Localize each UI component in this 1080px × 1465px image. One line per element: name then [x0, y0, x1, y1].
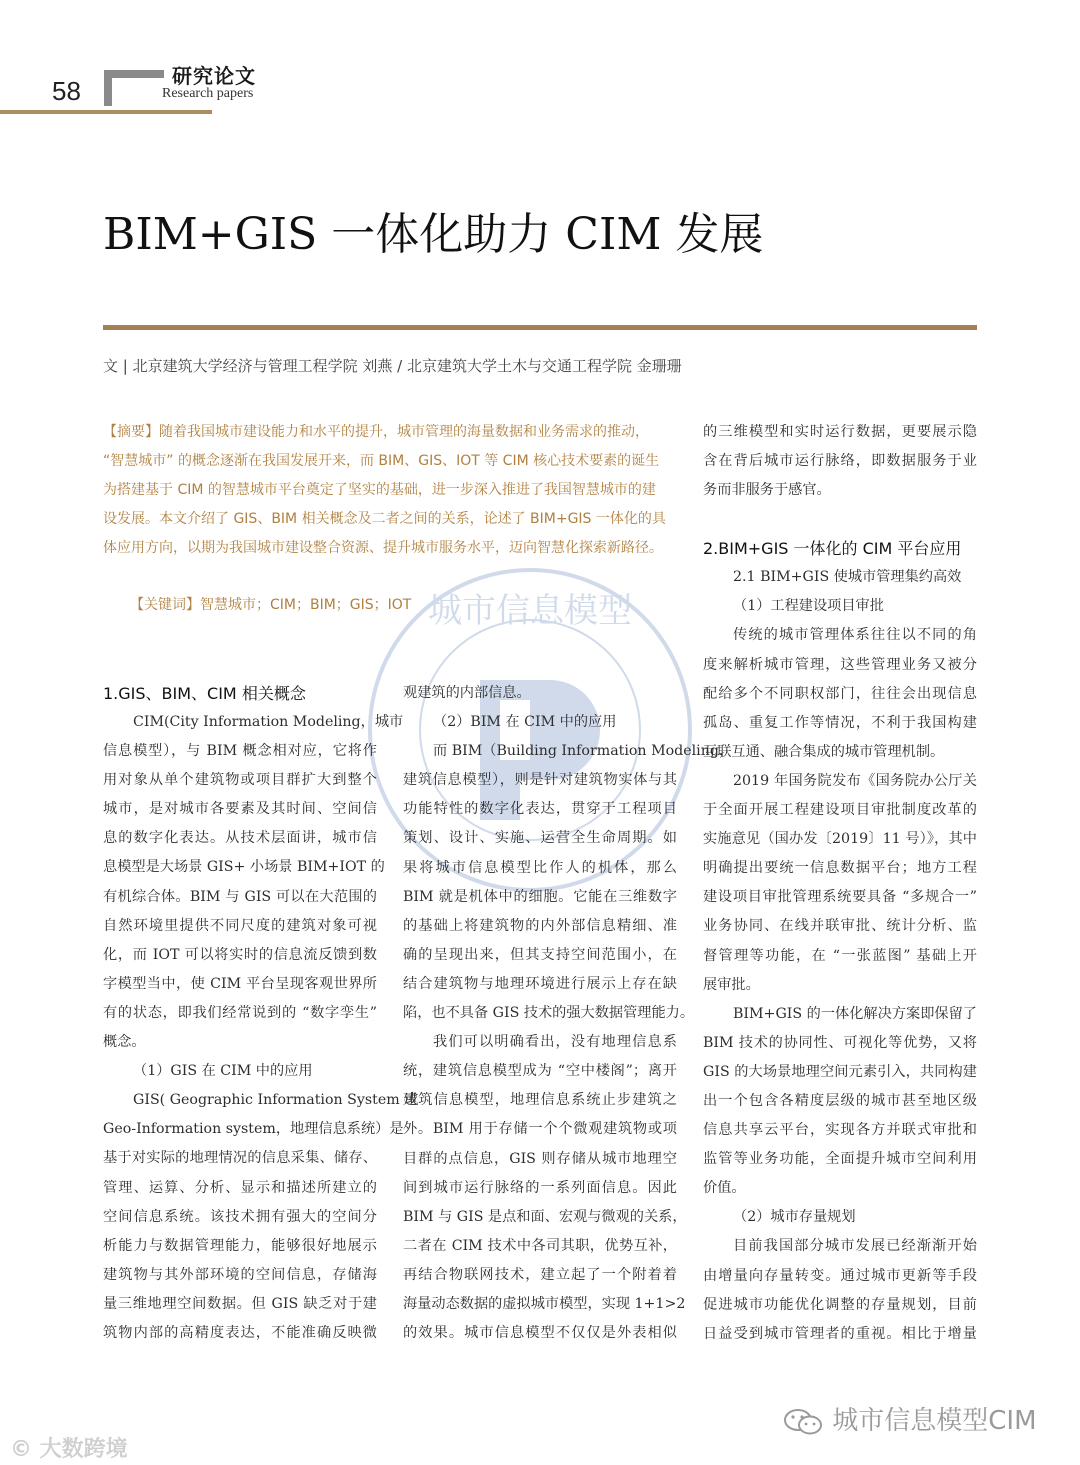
body-line: BIM+GIS 的一体化解决方案即保留了 — [733, 1005, 977, 1022]
body-line: 间到城市运行脉络的一系列面信息。因此 — [403, 1179, 677, 1196]
body-line: 建筑信息模型），则是针对建筑物实体与其 — [403, 772, 677, 789]
body-line: 再结合物联网技术，建立起了一个附着着 — [403, 1266, 677, 1283]
body-line: 目前我国部分城市发展已经渐渐开始 — [733, 1238, 977, 1255]
column-3 — [703, 418, 977, 1349]
body-line: GIS 的大场景地理空间元素引入，共同构建 — [703, 1063, 977, 1080]
abstract-line: 为搭建基于 CIM 的智慧城市平台奠定了坚实的基础，进一步深入推进了我国智慧城市的建 — [103, 482, 656, 498]
body-line: 用对象从单个建筑物或项目群扩大到整个 — [103, 772, 377, 789]
page-number: 58 — [52, 76, 81, 106]
body-line: 空间信息系统。该技术拥有强大的空间分 — [103, 1208, 377, 1225]
body-line: 业务协同、在线并联审批、统计分析、监 — [703, 918, 977, 935]
body-line: 配给多个不同职权部门，往往会出现信息 — [703, 685, 977, 702]
body-line: 建设项目审批管理系统要具备 “多规合一” — [703, 889, 977, 906]
watermark-right-text: 城市信息模型CIM — [832, 1406, 1037, 1436]
body-line: 二者在 CIM 技术中各司其职，优势互补， — [403, 1237, 677, 1254]
section-heading-1: 1.GIS、BIM、CIM 相关概念 — [103, 684, 306, 703]
body-line: 化，而 IOT 可以将实时的信息流反馈到数 — [103, 946, 377, 963]
body-line: 城市，是对城市各要素及其时间、空间信 — [103, 801, 377, 818]
body-line: 筑物内部的高精度表达，不能准确反映微 — [103, 1324, 377, 1341]
body-line: 析能力与数据管理能力，能够很好地展示 — [103, 1237, 377, 1254]
watermark-left-text: 大数跨境 — [39, 1437, 128, 1462]
column-1 — [103, 679, 419, 1348]
body-line: 观建筑的内部信息。 — [403, 685, 531, 701]
body-line: 含在背后城市运行脉络，即数据服务于业 — [703, 453, 977, 470]
body-line: 的三维模型和实时运行数据，更要展示隐 — [703, 424, 977, 440]
body-line: BIM 就是机体中的细胞。它能在三维数字 — [403, 888, 677, 905]
body-line: 实施意见（国办发〔2019〕11 号）》，其中 — [703, 831, 977, 848]
body-line: 信息模型），与 BIM 概念相对应，它将作 — [103, 743, 377, 760]
body-line: 的基础上将建筑物的内外部信息精细、准 — [403, 917, 677, 934]
body-line: 自然环境里提供不同尺度的建筑对象可视 — [103, 917, 377, 934]
abstract-line: 【摘要】随着我国城市建设能力和水平的提升，城市管理的海量数据和业务需求的推动， — [103, 424, 649, 440]
header-rule — [0, 110, 212, 114]
body-line: 传统的城市管理体系往往以不同的角 — [733, 627, 977, 644]
body-line: 而 BIM（Building Information Modeling， — [433, 743, 734, 760]
body-line: 确的呈现出来，但其支持空间范围小，在 — [403, 946, 677, 963]
wechat-icon — [782, 1407, 824, 1437]
body-line: 价值。 — [703, 1180, 746, 1197]
body-line: 有的状态，即我们经常说到的 “数字孪生” — [103, 1004, 377, 1021]
body-line: 策划、设计、实施、运营全生命周期。如 — [403, 830, 677, 847]
body-line: BIM 与 GIS 是点和面、宏观与微观的关系， — [403, 1208, 687, 1225]
body-line: 息模型是大场景 GIS+ 小场景 BIM+IOT 的 — [103, 859, 385, 876]
watermark-logo-icon: © — [10, 1437, 32, 1462]
body-line: 建筑物与其外部环境的空间信息，存储海 — [103, 1266, 377, 1283]
body-line: 管理、运算、分析、显示和描述所建立的 — [103, 1179, 377, 1196]
section-heading-2: 2.BIM+GIS 一体化的 CIM 平台应用 — [703, 539, 962, 559]
body-line: 2019 年国务院发布《国务院办公厅关 — [733, 772, 977, 789]
section-title-cn: 研究论文 — [172, 64, 256, 88]
body-line: Geo-Information system，地理信息系统）是 — [103, 1121, 404, 1138]
body-line: 由增量向存量转变。通过城市更新等手段 — [703, 1267, 977, 1284]
title-rule — [103, 325, 977, 330]
body-line: 度来解析城市管理，这些管理业务又被分 — [703, 656, 977, 673]
article-title: BIM+GIS 一体化助力 CIM 发展 — [103, 209, 764, 260]
abstract-line: 体应用方向，以期为我国城市建设整合资源、提升城市服务水平，迈向智慧化探索新路径。 — [103, 540, 663, 556]
body-line: 务而非服务于感官。 — [703, 482, 831, 499]
body-line: 量三维地理空间数据。但 GIS 缺乏对于建 — [103, 1295, 377, 1312]
body-line: BIM 技术的协同性、可视化等优势，又将 — [703, 1034, 977, 1051]
body-line: 息的数字化表达。从技术层面讲，城市信 — [103, 830, 377, 847]
body-line: GIS( Geographic Information System 或 — [133, 1092, 419, 1109]
spacer — [703, 505, 977, 534]
subsection-heading: （2）BIM 在 CIM 中的应用 — [433, 714, 617, 731]
body-line: CIM(City Information Modeling，城市 — [133, 714, 404, 730]
body-line: 字模型当中，使 CIM 平台呈现客观世界所 — [103, 975, 377, 992]
body-line: 建筑信息模型，地理信息系统止步建筑之 — [403, 1092, 677, 1109]
body-line: 信息共享云平台，实现各方并联式审批和 — [703, 1122, 977, 1139]
body-line: 统，建筑信息模型成为 “空中楼阁”；离开 — [403, 1063, 677, 1080]
seal-text: 城市信息模型 — [428, 591, 632, 631]
body-line: 的效果。城市信息模型不仅仅是外表相似 — [403, 1325, 677, 1342]
header-bracket-horizontal — [104, 70, 164, 78]
body-line: 督管理等功能，在 “一张蓝图” 基础上开 — [703, 947, 977, 964]
body-line: 监管等业务功能，全面提升城市空间利用 — [703, 1151, 977, 1168]
body-line: 明确提出要统一信息数据平台；地方工程 — [703, 860, 977, 877]
body-line: 结合建筑物与地理环境进行展示上存在缺 — [403, 975, 677, 992]
body-line: 海量动态数据的虚拟城市模型，实现 1+1>2 — [403, 1295, 686, 1312]
body-line: 外。BIM 用于存储一个个微观建筑物或项 — [403, 1121, 677, 1138]
body-line: 目群的点信息，GIS 则存储从城市地理空 — [403, 1150, 677, 1167]
body-line: 功能特性的数字化表达，贯穿于工程项目 — [403, 801, 677, 818]
watermark-left — [10, 1432, 128, 1463]
body-line: 有机综合体。BIM 与 GIS 可以在大范围的 — [103, 888, 377, 905]
item-heading: （1）工程建设项目审批 — [733, 598, 884, 615]
body-line: 促进城市功能优化调整的存量规划，目前 — [703, 1296, 977, 1313]
keywords: 【关键词】智慧城市；CIM；BIM；GIS；IOT — [130, 597, 412, 613]
body-line: 基于对实际的地理情况的信息采集、储存、 — [103, 1150, 377, 1167]
abstract-line: “智慧城市” 的概念逐渐在我国发展开来，而 BIM、GIS、IOT 等 CIM 核心技术要素的诞生 — [103, 453, 660, 469]
subsection-heading: 2.1 BIM+GIS 使城市管理集约高效 — [733, 569, 962, 586]
body-line: 我们可以明确看出，没有地理信息系 — [433, 1034, 677, 1051]
body-line: 孤岛、重复工作等情况，不利于我国构建 — [703, 714, 977, 731]
body-line: 于全面开展工程建设项目审批制度改革的 — [703, 802, 977, 819]
abstract-line: 设发展。本文介绍了 GIS、BIM 相关概念及二者之间的关系，论述了 BIM+GIS 一体化的具 — [103, 511, 666, 527]
body-line: 展审批。 — [703, 976, 760, 993]
body-line: 陷，也不具备 GIS 技术的强大数据管理能力。 — [403, 1005, 695, 1022]
item-heading: （2）城市存量规划 — [733, 1209, 856, 1226]
body-line: 出一个包含各精度层级的城市甚至地区级 — [703, 1092, 977, 1109]
body-line: 互联互通、融合集成的城市管理机制。 — [703, 743, 945, 760]
section-title-en: Research papers — [162, 86, 254, 101]
subsection-heading: （1）GIS 在 CIM 中的应用 — [133, 1063, 313, 1080]
body-line: 果将城市信息模型比作人的机体，那么 — [403, 859, 677, 876]
author-line: 文 | 北京建筑大学经济与管理工程学院 刘燕 / 北京建筑大学土木与交通工程学院 金珊珊 — [103, 357, 682, 375]
body-line: 概念。 — [103, 1034, 146, 1051]
watermark-right — [782, 1400, 1037, 1437]
body-line: 日益受到城市管理者的重视。相比于增量 — [703, 1325, 977, 1342]
